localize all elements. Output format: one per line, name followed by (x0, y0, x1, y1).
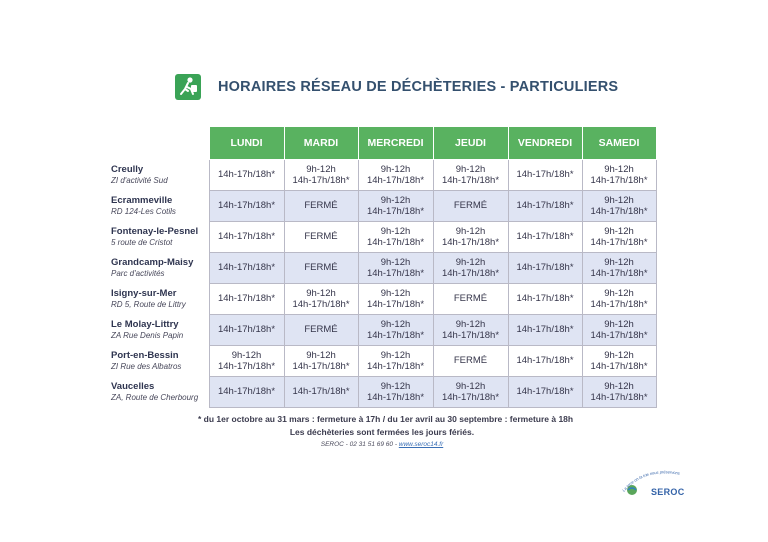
hours-line: 9h-12h (380, 256, 411, 268)
hours-line: 14h-17h/18h* (590, 206, 648, 217)
hours-cell-mercredi (358, 346, 433, 377)
place-address: ZA, Route de Cherbourg (111, 393, 199, 402)
hours-line: 14h-17h/18h* (590, 361, 648, 372)
hours-line: 9h-12h (231, 349, 262, 361)
place-address: RD 5, Route de Littry (111, 300, 186, 309)
hours-cell-mardi (284, 346, 358, 377)
place-name: Vaucelles (111, 381, 155, 392)
place-cell (108, 284, 209, 315)
hours-line: FERMÉ (453, 200, 488, 212)
hours-line: 14h-17h/18h* (217, 324, 276, 336)
hours-line: 14h-17h/18h* (516, 293, 574, 305)
hours-cell-lundi (209, 377, 284, 408)
hours-line: 14h-17h/18h* (217, 200, 276, 212)
place-name: Le Molay-Littry (111, 319, 179, 330)
schedule-table (108, 126, 657, 408)
hours-cell-mardi (284, 377, 358, 408)
hours-cell-mercredi (358, 191, 433, 222)
hours-line: 9h-12h (455, 225, 486, 237)
hours-cell-mardi (284, 315, 358, 346)
hours-cell-vendredi (508, 222, 582, 253)
hours-cell-vendredi (508, 284, 582, 315)
hours-line: 9h-12h (306, 349, 336, 361)
place-address: Parc d'activités (111, 269, 165, 278)
hours-cell-lundi (209, 253, 284, 284)
hours-line: FERMÉ (453, 355, 488, 367)
hours-line: 14h-17h/18h* (366, 237, 425, 248)
hours-cell-samedi (582, 377, 656, 408)
place-address: RD 124-Les Cotils (111, 207, 176, 216)
hours-line: 14h-17h/18h* (217, 293, 276, 305)
hours-line: 9h-12h (380, 287, 411, 299)
place-address: ZI d'activité Sud (111, 176, 168, 185)
hours-cell-jeudi (433, 222, 508, 253)
page-title: HORAIRES RÉSEAU DE DÉCHÈTERIES - PARTICULIERS (218, 79, 619, 95)
place-cell (108, 346, 209, 377)
closing-time-note: * du 1er octobre au 31 mars : fermeture à 17h / du 1er avril au 30 septembre : fermeture à 18h (198, 414, 574, 424)
hours-cell-mardi (284, 253, 358, 284)
place-address: ZA Rue Denis Papin (111, 331, 184, 340)
place-name: Creully (111, 164, 144, 175)
table-row (108, 377, 656, 408)
hours-line: 9h-12h (380, 194, 411, 206)
hours-line: 14h-17h/18h* (590, 299, 648, 310)
place-name: Ecrammeville (111, 195, 173, 206)
hours-cell-mardi (284, 191, 358, 222)
hours-line: 9h-12h (604, 380, 634, 392)
hours-cell-samedi (582, 160, 656, 191)
hours-cell-samedi (582, 222, 656, 253)
hours-line: 14h-17h/18h* (516, 262, 574, 274)
place-cell (108, 191, 209, 222)
day-header-jeudi: JEUDI (433, 127, 508, 160)
hours-line: 14h-17h/18h* (590, 237, 648, 248)
hours-line: 14h-17h/18h* (217, 231, 276, 243)
place-address: 5 route de Cristot (111, 238, 173, 247)
hours-line: FERMÉ (304, 262, 338, 274)
table-row (108, 222, 656, 253)
place-cell (108, 315, 209, 346)
hours-line: 14h-17h/18h* (441, 237, 500, 248)
hours-cell-vendredi (508, 253, 582, 284)
hours-cell-jeudi (433, 377, 508, 408)
hours-cell-lundi (209, 284, 284, 315)
hours-cell-mercredi (358, 222, 433, 253)
hours-line: 14h-17h/18h* (516, 355, 574, 367)
table-row (108, 253, 656, 284)
hours-line: 14h-17h/18h* (590, 330, 648, 341)
hours-cell-jeudi (433, 191, 508, 222)
hours-line: 14h-17h/18h* (366, 392, 425, 403)
hours-cell-mardi (284, 284, 358, 315)
table-row (108, 284, 656, 315)
day-header-samedi: SAMEDI (582, 127, 656, 160)
hours-cell-jeudi (433, 315, 508, 346)
hours-line: 9h-12h (604, 194, 634, 206)
hours-line: 14h-17h/18h* (516, 231, 574, 243)
hours-line: 14h-17h/18h* (217, 386, 276, 398)
hours-line: 9h-12h (380, 349, 411, 361)
hours-cell-samedi (582, 346, 656, 377)
hours-cell-vendredi (508, 160, 582, 191)
hours-line: 14h-17h/18h* (292, 175, 350, 186)
hours-cell-mercredi (358, 315, 433, 346)
hours-line: 14h-17h/18h* (366, 361, 425, 372)
place-cell (108, 160, 209, 191)
hours-line: 14h-17h/18h* (366, 175, 425, 186)
hours-cell-vendredi (508, 377, 582, 408)
hours-line: 9h-12h (604, 318, 634, 330)
hours-line: 14h-17h/18h* (441, 175, 500, 186)
hours-line: 9h-12h (380, 380, 411, 392)
hours-cell-jeudi (433, 346, 508, 377)
hours-line: FERMÉ (304, 231, 338, 243)
recycling-person-icon (175, 74, 201, 100)
contact-line (108, 441, 656, 448)
hours-line: 14h-17h/18h* (590, 268, 648, 279)
hours-cell-samedi (582, 253, 656, 284)
hours-line: 9h-12h (380, 163, 411, 175)
hours-line: 14h-17h/18h* (590, 392, 648, 403)
corner-cell (108, 127, 209, 160)
hours-cell-samedi (582, 284, 656, 315)
seroc-brand-name: SEROC (651, 487, 685, 497)
hours-line: 14h-17h/18h* (516, 200, 574, 212)
hours-line: 14h-17h/18h* (292, 299, 350, 310)
hours-line: 14h-17h/18h* (366, 330, 425, 341)
hours-line: 9h-12h (604, 163, 634, 175)
hours-line: 14h-17h/18h* (366, 299, 425, 310)
hours-cell-mercredi (358, 377, 433, 408)
hours-cell-lundi (209, 160, 284, 191)
hours-cell-mardi (284, 160, 358, 191)
hours-line: 9h-12h (604, 287, 634, 299)
hours-line: 14h-17h/18h* (516, 169, 574, 181)
hours-cell-vendredi (508, 346, 582, 377)
hours-cell-lundi (209, 315, 284, 346)
hours-line: 9h-12h (455, 163, 486, 175)
hours-line: 9h-12h (604, 256, 634, 268)
hours-line: 14h-17h/18h* (217, 262, 276, 274)
place-name: Port-en-Bessin (111, 350, 179, 361)
contact-phone: SEROC - 02 31 51 69 60 - (320, 441, 399, 448)
hours-cell-samedi (582, 315, 656, 346)
day-header-mardi: MARDI (284, 127, 358, 160)
hours-cell-mercredi (358, 253, 433, 284)
hours-line: 9h-12h (306, 163, 336, 175)
hours-cell-mardi (284, 222, 358, 253)
hours-line: 14h-17h/18h* (516, 386, 574, 398)
place-cell (108, 222, 209, 253)
hours-cell-lundi (209, 222, 284, 253)
hours-cell-mercredi (358, 284, 433, 315)
hours-line: FERMÉ (453, 293, 488, 305)
hours-line: 9h-12h (604, 349, 634, 361)
place-address: ZI Rue des Albatros (111, 362, 182, 371)
hours-cell-vendredi (508, 191, 582, 222)
hours-cell-vendredi (508, 315, 582, 346)
hours-line: FERMÉ (304, 200, 338, 212)
hours-cell-samedi (582, 191, 656, 222)
hours-cell-jeudi (433, 160, 508, 191)
hours-line: 14h-17h/18h* (292, 361, 350, 372)
hours-line: 14h-17h/18h* (217, 361, 276, 372)
seroc-arc-text: La terre on la trie nous préservons (621, 469, 681, 493)
hours-line: 9h-12h (455, 318, 486, 330)
place-name: Isigny-sur-Mer (111, 288, 177, 299)
hours-line: 14h-17h/18h* (217, 169, 276, 181)
hours-line: 14h-17h/18h* (366, 206, 425, 217)
day-header-lundi: LUNDI (209, 127, 284, 160)
hours-cell-lundi (209, 191, 284, 222)
holiday-note: Les déchèteries sont fermées les jours fériés. (289, 427, 475, 437)
hours-cell-jeudi (433, 284, 508, 315)
hours-line: 14h-17h/18h* (441, 268, 500, 279)
place-cell (108, 377, 209, 408)
place-cell (108, 253, 209, 284)
hours-line: 9h-12h (306, 287, 336, 299)
hours-line: 14h-17h/18h* (441, 392, 500, 403)
hours-line: 14h-17h/18h* (292, 386, 350, 398)
hours-cell-lundi (209, 346, 284, 377)
table-row (108, 160, 656, 191)
place-name: Grandcamp-Maisy (111, 257, 194, 268)
hours-cell-jeudi (433, 253, 508, 284)
table-row (108, 191, 656, 222)
hours-line: 9h-12h (604, 225, 634, 237)
hours-line: 9h-12h (455, 380, 486, 392)
website-link[interactable]: www.seroc14.fr (398, 441, 444, 448)
hours-line: 9h-12h (380, 318, 411, 330)
hours-line: 14h-17h/18h* (590, 175, 648, 186)
day-header-mercredi: MERCREDI (358, 127, 433, 160)
place-name: Fontenay-le-Pesnel (111, 226, 199, 237)
hours-line: 14h-17h/18h* (366, 268, 425, 279)
hours-line: 14h-17h/18h* (516, 324, 574, 336)
hours-line: 9h-12h (455, 256, 486, 268)
table-row (108, 315, 656, 346)
day-header-vendredi: VENDREDI (508, 127, 582, 160)
hours-line: 14h-17h/18h* (441, 330, 500, 341)
hours-cell-mercredi (358, 160, 433, 191)
hours-line: FERMÉ (304, 324, 338, 336)
table-row (108, 346, 656, 377)
hours-line: 9h-12h (380, 225, 411, 237)
